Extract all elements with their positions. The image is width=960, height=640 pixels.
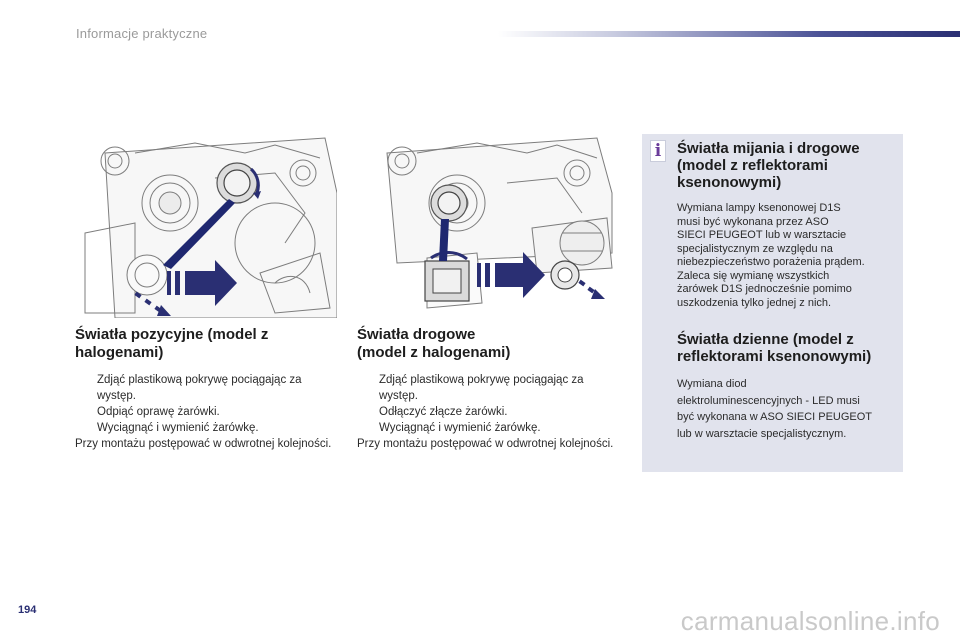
- info-text-line: być wykonana w ASO SIECI PEUGEOT: [677, 411, 873, 423]
- section-position-lights: [75, 326, 343, 452]
- info-title-line: reflektorami ksenonowymi): [677, 348, 872, 365]
- step-item: [357, 372, 625, 404]
- info-title-line: ksenonowymi): [677, 174, 782, 191]
- info-text-line: specjalistycznym ze względu na: [677, 242, 833, 255]
- page-number: 194: [18, 604, 37, 616]
- info-title-line: Światła dzienne (model z: [677, 331, 854, 348]
- info-title-line: (model z reflektorami: [677, 157, 828, 174]
- step-item: [75, 372, 343, 404]
- info-icon: [650, 140, 666, 162]
- info-icon-glyph: i: [654, 141, 662, 161]
- info-text-line: SIECI PEUGEOT lub w warsztacie: [677, 229, 847, 241]
- info-text-line: niebezpieczeństwo porażenia prądem.: [677, 256, 865, 268]
- bulb-holder-icon: [431, 185, 467, 221]
- bulb-icon: [551, 261, 579, 289]
- info-title-line: Światła mijania i drogowe: [677, 140, 860, 157]
- section-title-line: (model z halogenami): [357, 344, 511, 361]
- info-text: [677, 202, 895, 310]
- section-title-line: Światła drogowe: [357, 326, 476, 343]
- step-text: Zdjąć plastikową pokrywę pociągając za występ.: [379, 374, 584, 402]
- info-text-line: żarówek D1S jednocześnie pomimo: [677, 283, 852, 295]
- info-text-line: Wymiana lampy ksenonowej D1S: [677, 202, 841, 214]
- dashed-arrow-icon: [578, 280, 605, 299]
- info-title: [677, 140, 895, 191]
- step-item: [357, 404, 625, 420]
- watermark: carmanualsonline.info: [680, 606, 940, 636]
- info-text-line: lub w warsztacie specjalistycznym.: [677, 427, 847, 440]
- section-note: Przy montażu postępować w odwrotnej kolejności.: [357, 438, 614, 450]
- info-text-line: elektroluminescencyjnych - LED musi: [677, 394, 860, 407]
- info-text: [677, 376, 895, 442]
- info-block-xenon: [677, 140, 895, 310]
- header-rule: [498, 31, 960, 37]
- info-text-line: Zaleca się wymianę wszystkich: [677, 269, 830, 282]
- info-text-line: musi być wykonana przez ASO: [677, 215, 829, 228]
- section-title-line: halogenami): [75, 344, 164, 361]
- step-item: [75, 404, 343, 420]
- step-text: Wyciągnąć i wymienić żarówkę.: [97, 422, 259, 434]
- info-text-line: Wymiana diod: [677, 378, 747, 390]
- header-title: Informacje praktyczne: [76, 26, 208, 41]
- headlamp-position-light-illustration: [75, 133, 337, 318]
- step-item: [357, 420, 625, 436]
- step-text: Wyciągnąć i wymienić żarówkę.: [379, 422, 541, 434]
- section-title: [357, 326, 625, 362]
- step-item: [75, 420, 343, 436]
- section-title-line: Światła pozycyjne (model z: [75, 326, 269, 343]
- section-note: Przy montażu postępować w odwrotnej kolejności.: [75, 438, 332, 450]
- step-text: Odłączyć złącze żarówki.: [379, 406, 508, 418]
- section-main-beam: [357, 326, 625, 452]
- step-text: Odpiąć oprawę żarówki.: [97, 406, 220, 418]
- info-block-daytime: [677, 331, 895, 442]
- step-text: Zdjąć plastikową pokrywę pociągając za występ.: [97, 374, 302, 402]
- info-title: [677, 331, 895, 365]
- info-text-line: uszkodzenia tylko jednej z nich.: [677, 296, 832, 309]
- section-title: [75, 326, 343, 362]
- headlamp-main-beam-illustration: [357, 133, 615, 318]
